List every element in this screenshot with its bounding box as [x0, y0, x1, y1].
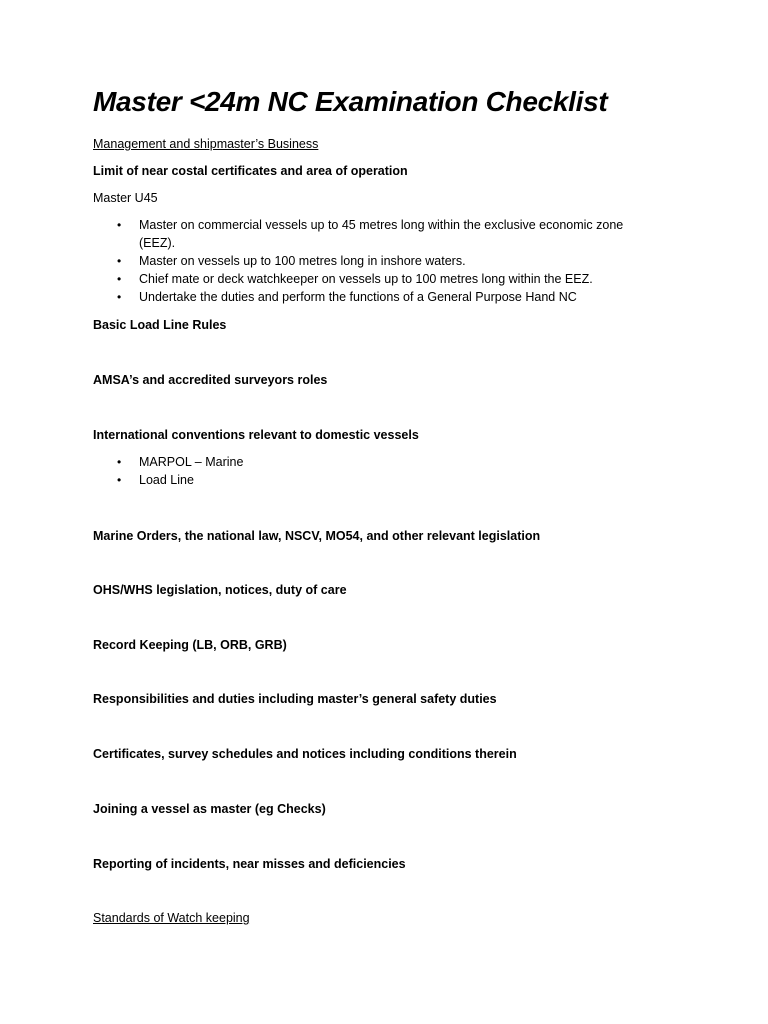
list-item	[93, 252, 653, 270]
heading-reporting: Reporting of incidents, near misses and deficiencies	[93, 857, 406, 871]
list-item-text: Master on commercial vessels up to 45 metres long within the exclusive economic zone (EEZ).	[139, 218, 624, 250]
list-item-text: MARPOL – Marine	[139, 455, 244, 469]
heading-record-keeping: Record Keeping (LB, ORB, GRB)	[93, 638, 287, 652]
page-title: Master <24m NC Examination Checklist	[93, 86, 608, 117]
heading-load-line: Basic Load Line Rules	[93, 318, 227, 332]
section-heading-management: Management and shipmaster’s Business	[93, 137, 319, 151]
list-item	[93, 270, 653, 288]
section-heading-watch-keeping: Standards of Watch keeping	[93, 911, 250, 925]
heading-certificates: Certificates, survey schedules and notices including conditions therein	[93, 747, 517, 761]
list-item-text: Load Line	[139, 473, 194, 487]
heading-ohs: OHS/WHS legislation, notices, duty of care	[93, 583, 347, 597]
convention-bullet-list	[93, 453, 653, 489]
heading-marine-orders: Marine Orders, the national law, NSCV, MO54, and other relevant legislation	[93, 529, 541, 543]
list-item	[93, 471, 653, 489]
u45-bullet-list	[93, 216, 653, 306]
bullet-icon: •	[117, 254, 122, 268]
bullet-icon: •	[117, 473, 122, 487]
bullet-icon: •	[117, 218, 122, 232]
list-item	[93, 453, 653, 471]
heading-joining-vessel: Joining a vessel as master (eg Checks)	[93, 802, 326, 816]
bullet-icon: •	[117, 455, 122, 469]
label-master-u45: Master U45	[93, 191, 158, 205]
heading-conventions: International conventions relevant to domestic vessels	[93, 428, 419, 442]
list-item	[93, 216, 653, 252]
list-item-text: Master on vessels up to 100 metres long in inshore waters.	[139, 254, 466, 268]
bullet-icon: •	[117, 290, 122, 304]
list-item-text: Chief mate or deck watchkeeper on vessels up to 100 metres long within the EEZ.	[139, 272, 593, 286]
bullet-icon: •	[117, 272, 122, 286]
list-item-text: Undertake the duties and perform the functions of a General Purpose Hand NC	[139, 290, 577, 304]
heading-limit-certificates: Limit of near costal certificates and area of operation	[93, 164, 408, 178]
heading-responsibilities: Responsibilities and duties including master’s general safety duties	[93, 692, 497, 706]
heading-amsa: AMSA’s and accredited surveyors roles	[93, 373, 328, 387]
list-item	[93, 288, 653, 306]
